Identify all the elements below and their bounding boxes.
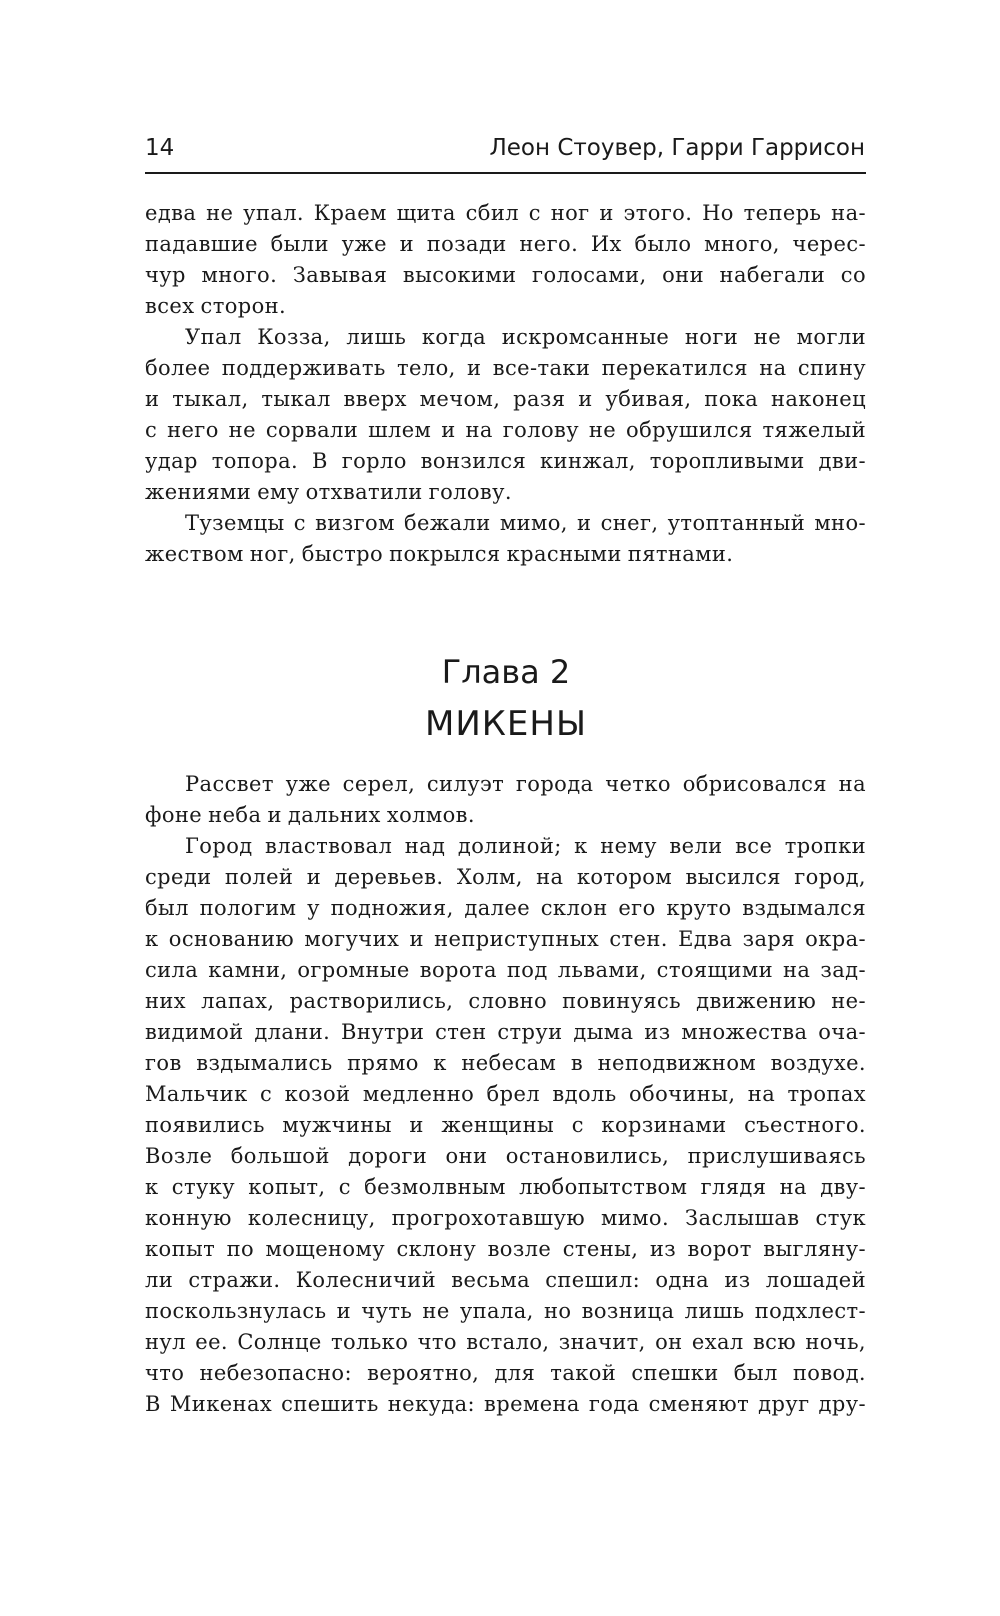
text-line: и тыкал, тыкал вверх мечом, разя и убивая, пока наконец [145,387,866,411]
text-line: видимой длани. Внутри стен струи дыма из множества оча- [145,1020,866,1044]
text-line: Туземцы с визгом бежали мимо, и снег, утоптанный мно- [185,511,866,535]
text-line: среди полей и деревьев. Холм, на котором высился город, [145,865,866,889]
text-line: падавшие были уже и позади него. Их было много, черес- [145,232,866,256]
text-line: всех сторон. [145,294,287,318]
text-line: что небезопасно: вероятно, для такой спешки был повод. [145,1361,866,1385]
text-line: копыт по мощеному склону возле стены, из ворот выгляну- [145,1237,866,1261]
text-line: к стуку копыт, с безмолвным любопытством глядя на дву- [145,1175,866,1199]
text-line: с него не сорвали шлем и на голову не обрушился тяжелый [145,418,866,442]
text-line: появились мужчины и женщины с корзинами съестного. [145,1113,866,1137]
text-line: Возле большой дороги они остановились, прислушиваясь [145,1144,866,1168]
text-line: к основанию могучих и неприступных стен. Едва заря окра- [145,927,866,951]
text-line: был пологим у подножия, далее склон его круто вздымался [145,896,866,920]
text-line: фоне неба и дальних холмов. [145,803,475,827]
text-line: Упал Козза, лишь когда искромсанные ноги не могли [185,325,866,349]
chapter-title: МИКЕНЫ [425,704,587,744]
text-line: более поддерживать тело, и все-таки перекатился на спину [145,356,866,380]
text-line: нул ее. Солнце только что встало, значит, он ехал всю ночь, [145,1330,866,1354]
page-number: 14 [145,135,175,161]
running-head-authors: Леон Стоувер, Гарри Гаррисон [489,135,865,161]
header-rule [145,172,866,174]
text-line: Город властвовал над долиной; к нему вели все тропки [185,834,866,858]
running-head [145,133,865,167]
text-line: жениями ему отхватили голову. [145,480,512,504]
chapter-number: Глава 2 [441,653,571,691]
text-line: удар топора. В горло вонзился кинжал, торопливыми дви- [145,449,866,473]
text-line: В Микенах спешить некуда: времена года сменяют друг дру- [145,1392,866,1416]
text-line: сила камни, огромные ворота под львами, стоящими на зад- [145,958,866,982]
text-line: поскользнулась и чуть не упала, но возница лишь подхлест- [145,1299,866,1323]
text-line: едва не упал. Краем щита сбил с ног и этого. Но теперь на- [145,201,866,225]
text-line: них лапах, растворились, словно повинуясь движению не- [145,989,866,1013]
text-line: конную колесницу, прогрохотавшую мимо. Заслышав стук [145,1206,866,1230]
text-line: Рассвет уже серел, силуэт города четко обрисовался на [185,772,866,796]
text-line: ли стражи. Колесничий весьма спешил: одна из лошадей [145,1268,866,1292]
text-line: гов вздымались прямо к небесам в неподвижном воздухе. [145,1051,866,1075]
text-line: чур много. Завывая высокими голосами, они набегали со [145,263,866,287]
text-line: Мальчик с козой медленно брел вдоль обочины, на тропах [145,1082,866,1106]
text-line: жеством ног, быстро покрылся красными пятнами. [145,542,734,566]
